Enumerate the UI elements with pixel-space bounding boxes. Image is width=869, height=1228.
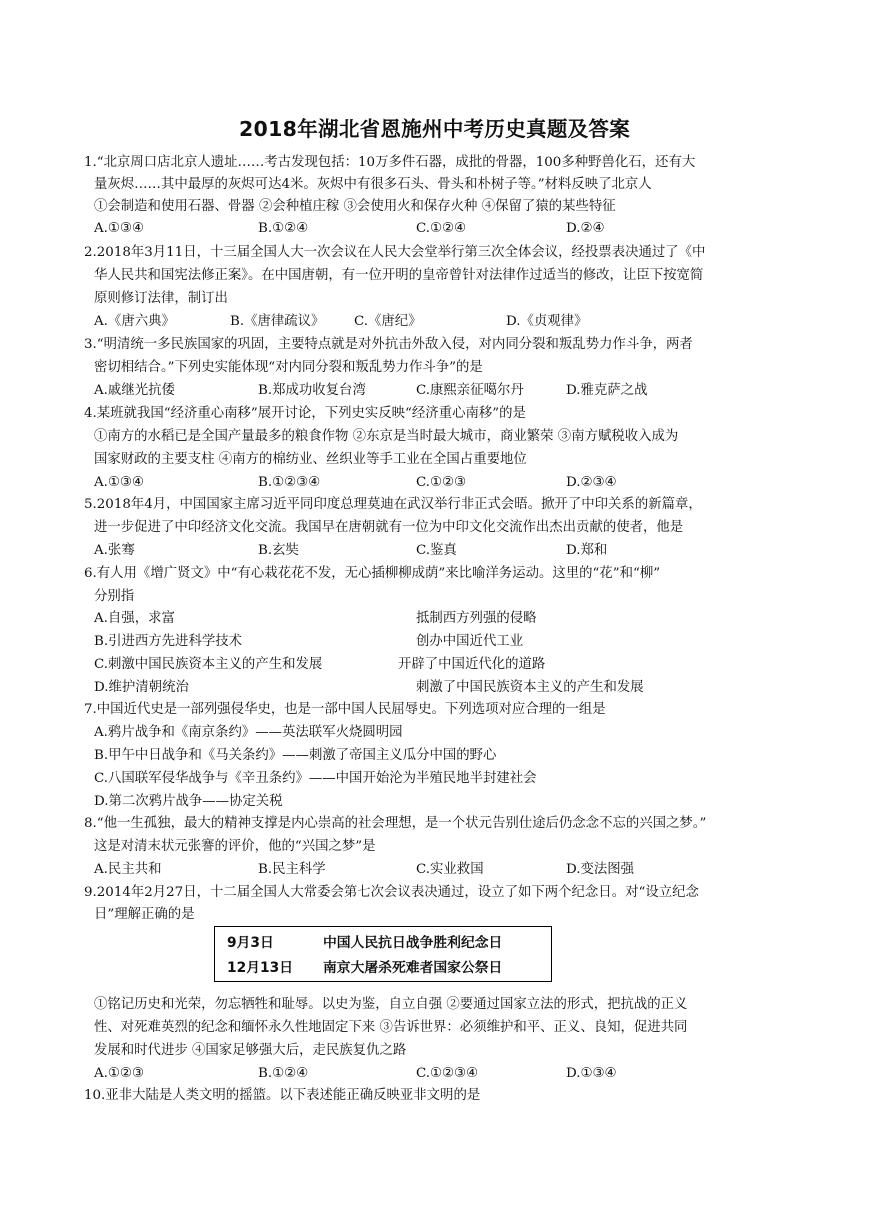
q4-stem-line-1: 4.某班就我国“经济重心南移”展开讨论，下列史实反映“经济重心南移”的是 bbox=[84, 406, 526, 421]
q3-option-b: B.郑成功收复台湾 bbox=[258, 383, 366, 398]
q1-items: ①会制造和使用石器、骨器 ②会种植庄稼 ③会使用火和保存火种 ④保留了猿的某些特征 bbox=[94, 199, 616, 214]
q3-stem-line-2: 密切相结合。”下列史实能体现“对内同分裂和叛乱势力作斗争”的是 bbox=[94, 360, 483, 375]
memorial-day-name: 南京大屠杀死难者国家公祭日 bbox=[323, 960, 503, 976]
q10-stem-line-1: 10.亚非大陆是人类文明的摇篮。以下表述能正确反映亚非文明的是 bbox=[84, 1088, 481, 1103]
q7-option-b: B.甲午中日战争和《马关条约》——刺激了帝国主义瓜分中国的野心 bbox=[94, 748, 497, 763]
q8-option-d: D.变法图强 bbox=[566, 862, 635, 877]
q2-option-b: B.《唐律疏议》 bbox=[230, 314, 325, 329]
q1-option-b: B.①②④ bbox=[258, 221, 309, 236]
q4-option-c: C.①②③ bbox=[416, 475, 467, 490]
q4-items-line-1: ①南方的水稻已是全国产量最多的粮食作物 ②东京是当时最大城市，商业繁荣 ③南方赋税收入成为 bbox=[94, 429, 679, 444]
q6-option-a-left: A.自强，求富 bbox=[94, 611, 175, 626]
q5-option-c: C.鉴真 bbox=[416, 543, 457, 558]
q6-option-d-right: 刺激了中国民族资本主义的产生和发展 bbox=[416, 680, 644, 695]
memorial-day-row bbox=[227, 956, 502, 976]
q6-option-c-left: C.刺激中国民族资本主义的产生和发展 bbox=[94, 657, 323, 672]
q2-stem-line-3: 原则修订法律，制订出 bbox=[94, 291, 228, 306]
q3-option-d: D.雅克萨之战 bbox=[566, 383, 648, 398]
q6-option-a-right: 抵制西方列强的侵略 bbox=[416, 611, 537, 626]
q8-stem-line-2: 这是对清末状元张謇的评价，他的“兴国之梦”是 bbox=[94, 839, 376, 854]
q7-stem-line-1: 7.中国近代史是一部列强侵华史，也是一部中国人民屈辱史。下列选项对应合理的一组是 bbox=[84, 702, 606, 717]
memorial-days-table bbox=[214, 926, 552, 982]
q2-stem-line-1: 2.2018年3月11日，十三届全国人大一次会议在人民大会堂举行第三次全体会议，经投票表决通过了《中 bbox=[84, 245, 706, 260]
q4-items-line-2: 国家财政的主要支柱 ④南方的棉纺业、丝织业等手工业在全国占重要地位 bbox=[94, 452, 527, 467]
q4-option-a: A.①③④ bbox=[94, 475, 144, 490]
q9-option-a: A.①②③ bbox=[94, 1066, 144, 1081]
q9-stem-line-2: 日”理解正确的是 bbox=[94, 907, 195, 922]
q4-option-b: B.①②③④ bbox=[258, 475, 321, 490]
q5-option-b: B.玄奘 bbox=[258, 543, 299, 558]
q7-option-a: A.鸦片战争和《南京条约》——英法联军火烧圆明园 bbox=[94, 725, 403, 740]
q1-option-a: A.①③④ bbox=[94, 221, 144, 236]
q9-items-line-1: ①铭记历史和光荣，勿忘牺牲和耻辱。以史为鉴，自立自强 ②要通过国家立法的形式，把抗战的正义 bbox=[94, 997, 688, 1012]
q8-option-b: B.民主科学 bbox=[258, 862, 326, 877]
memorial-day-row bbox=[227, 931, 502, 951]
q9-option-c: C.①②③④ bbox=[416, 1066, 479, 1081]
q1-stem-line-1: 1.“北京周口店北京人遗址……考古发现包括：10万多件石器，成批的骨器，100多种野兽化石，还有大 bbox=[84, 155, 696, 170]
q9-items-line-3: 发展和时代进步 ④国家足够强大后，走民族复仇之路 bbox=[94, 1043, 407, 1058]
q6-stem-line-1: 6.有人用《增广贤文》中“有心栽花花不发，无心插柳柳成荫”来比喻洋务运动。这里的“花”和“柳” bbox=[84, 566, 661, 581]
memorial-day-date: 9月3日 bbox=[227, 935, 274, 951]
q3-stem-line-1: 3.“明清统一多民族国家的巩固，主要特点就是对外抗击外敌入侵，对内同分裂和叛乱势力作斗争，两者 bbox=[84, 337, 693, 352]
q2-option-a: A.《唐六典》 bbox=[94, 314, 175, 329]
q6-option-d-left: D.维护清朝统治 bbox=[94, 680, 189, 695]
q9-items-line-2: 性、对死难英烈的纪念和缅怀永久性地固定下来 ③告诉世界：必须维护和平、正义、良知，促进共同 bbox=[94, 1020, 688, 1035]
q9-option-d: D.①③④ bbox=[566, 1066, 617, 1081]
q5-stem-line-2: 进一步促进了中印经济文化交流。我国早在唐朝就有一位为中印文化交流作出杰出贡献的使者，他是 bbox=[94, 520, 684, 535]
page-title: 2018年湖北省恩施州中考历史真题及答案 bbox=[238, 117, 631, 141]
q4-option-d: D.②③④ bbox=[566, 475, 617, 490]
q9-option-b: B.①②④ bbox=[258, 1066, 309, 1081]
q6-option-b-right: 创办中国近代工业 bbox=[416, 634, 524, 649]
q5-option-a: A.张骞 bbox=[94, 543, 135, 558]
q5-option-d: D.郑和 bbox=[566, 543, 608, 558]
q6-option-b-left: B.引进西方先进科学技术 bbox=[94, 634, 243, 649]
q8-option-a: A.民主共和 bbox=[94, 862, 162, 877]
q6-option-c-right: 开辟了中国近代化的道路 bbox=[398, 657, 546, 672]
q9-stem-line-1: 9.2014年2月27日，十二届全国人大常委会第七次会议表决通过，设立了如下两个纪念日。对“设立纪念 bbox=[84, 885, 699, 900]
q8-stem-line-1: 8.“他一生孤独，最大的精神支撑是内心崇高的社会理想，是一个状元告别仕途后仍念念不忘的兴国之梦。” bbox=[84, 816, 707, 831]
q1-option-d: D.②④ bbox=[566, 221, 605, 236]
q5-stem-line-1: 5.2018年4月，中国国家主席习近平同印度总理莫迪在武汉举行非正式会晤。掀开了中印关系的新篇章， bbox=[84, 497, 702, 512]
q1-option-c: C.①②④ bbox=[416, 221, 467, 236]
q7-option-c: C.八国联军侵华战争与《辛丑条约》——中国开始沦为半殖民地半封建社会 bbox=[94, 771, 537, 786]
memorial-day-name: 中国人民抗日战争胜利纪念日 bbox=[323, 935, 503, 951]
q2-option-d: D.《贞观律》 bbox=[506, 314, 588, 329]
q2-option-c: C.《唐纪》 bbox=[354, 314, 422, 329]
q3-option-c: C.康熙亲征噶尔丹 bbox=[416, 383, 524, 398]
q6-stem-line-2: 分别指 bbox=[94, 589, 135, 604]
memorial-day-date: 12月13日 bbox=[227, 960, 293, 976]
q2-stem-line-2: 华人民共和国宪法修正案》。在中国唐朝，有一位开明的皇帝曾针对法律作过适当的修改，让臣下按宽简 bbox=[94, 268, 704, 283]
q3-option-a: A.戚继光抗倭 bbox=[94, 383, 175, 398]
q1-stem-line-2: 量灰烬……其中最厚的灰烬可达4米。灰烬中有很多石头、骨头和朴树子等。”材料反映了北京人 bbox=[94, 177, 652, 192]
q8-option-c: C.实业救国 bbox=[416, 862, 484, 877]
q7-option-d: D.第二次鸦片战争——协定关税 bbox=[94, 794, 283, 809]
